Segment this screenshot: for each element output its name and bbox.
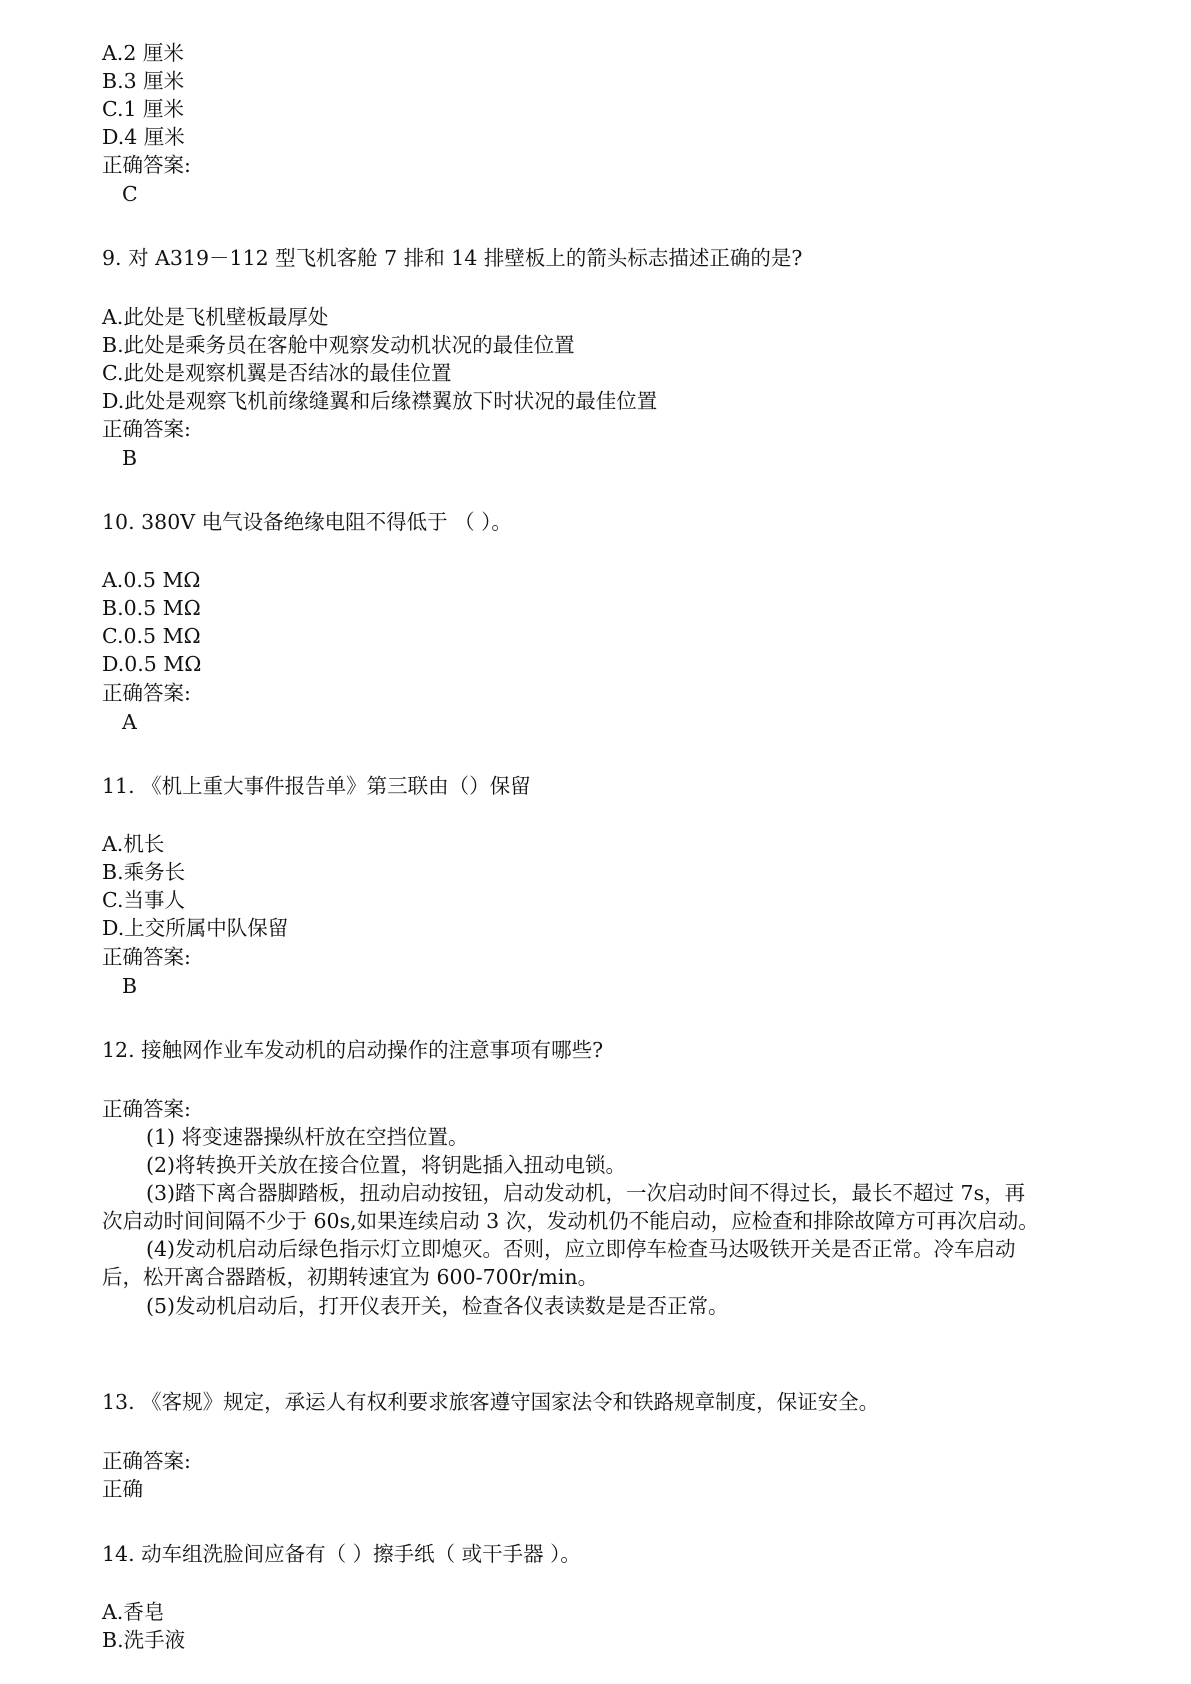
q11-option-d: D.上交所属中队保留: [102, 916, 289, 940]
q9-option-b: B.此处是乘务员在客舱中观察发动机状况的最佳位置: [102, 333, 575, 357]
q12-answer-line-1: (1) 将变速器操纵杆放在空挡位置。: [146, 1125, 469, 1149]
q13-answer: 正确: [102, 1477, 143, 1501]
q8-answer-label: 正确答案:: [102, 153, 191, 177]
q12-answer-line-7: (5)发动机启动后，打开仪表开关，检查各仪表读数是是否正常。: [146, 1294, 729, 1318]
q11-answer-label: 正确答案:: [102, 945, 191, 969]
q10-answer: A: [122, 710, 137, 734]
q8-option-a: A.2 厘米: [102, 41, 184, 65]
q9-option-a: A.此处是飞机壁板最厚处: [102, 305, 329, 329]
q11-option-b: B.乘务长: [102, 860, 186, 884]
q9-option-c: C.此处是观察机翼是否结冰的最佳位置: [102, 361, 452, 385]
q12-answer-line-4: 次启动时间间隔不少于 60s,如果连续启动 3 次，发动机仍不能启动，应检查和排除故障方可再次启动。: [102, 1209, 1039, 1233]
q10-answer-label: 正确答案:: [102, 681, 191, 705]
q12-answer-line-3: (3)踏下离合器脚踏板，扭动启动按钮，启动发动机，一次启动时间不得过长，最长不超过 7s，再: [146, 1181, 1026, 1205]
q10-option-c: C.0.5 MΩ: [102, 624, 201, 648]
q11-option-c: C.当事人: [102, 888, 185, 912]
q9-question: 9. 对 A319－112 型飞机客舱 7 排和 14 排壁板上的箭头标志描述正确的是?: [102, 246, 803, 270]
q8-option-d: D.4 厘米: [102, 125, 185, 149]
q14-question: 14. 动车组洗脸间应备有（ ）擦手纸（ 或干手器 ）。: [102, 1542, 581, 1566]
q10-option-a: A.0.5 MΩ: [102, 568, 201, 592]
q10-question: 10. 380V 电气设备绝缘电阻不得低于 （ ）。: [102, 510, 512, 534]
q8-option-b: B.3 厘米: [102, 69, 185, 93]
q13-answer-label: 正确答案:: [102, 1449, 191, 1473]
q8-option-c: C.1 厘米: [102, 97, 185, 121]
q14-option-a: A.香皂: [102, 1600, 165, 1624]
q12-answer-line-6: 后，松开离合器踏板，初期转速宜为 600-700r/min。: [102, 1265, 599, 1289]
q14-option-b: B.洗手液: [102, 1628, 186, 1652]
q9-answer-label: 正确答案:: [102, 417, 191, 441]
q12-answer-label: 正确答案:: [102, 1097, 191, 1121]
q9-option-d: D.此处是观察飞机前缘缝翼和后缘襟翼放下时状况的最佳位置: [102, 389, 658, 413]
q12-answer-line-2: (2)将转换开关放在接合位置，将钥匙插入扭动电锁。: [146, 1153, 627, 1177]
q10-option-b: B.0.5 MΩ: [102, 596, 201, 620]
q10-option-d: D.0.5 MΩ: [102, 652, 202, 676]
q9-answer: B: [122, 446, 138, 470]
q8-answer: C: [122, 182, 138, 206]
q11-option-a: A.机长: [102, 832, 165, 856]
q12-answer-line-5: (4)发动机启动后绿色指示灯立即熄灭。否则，应立即停车检查马达吸铁开关是否正常。冷车启动: [146, 1237, 1016, 1261]
q11-question: 11. 《机上重大事件报告单》第三联由（）保留: [102, 774, 531, 798]
q11-answer: B: [122, 974, 138, 998]
q12-question: 12. 接触网作业车发动机的启动操作的注意事项有哪些?: [102, 1038, 604, 1062]
q13-question: 13. 《客规》规定，承运人有权利要求旅客遵守国家法令和铁路规章制度，保证安全。: [102, 1390, 880, 1414]
